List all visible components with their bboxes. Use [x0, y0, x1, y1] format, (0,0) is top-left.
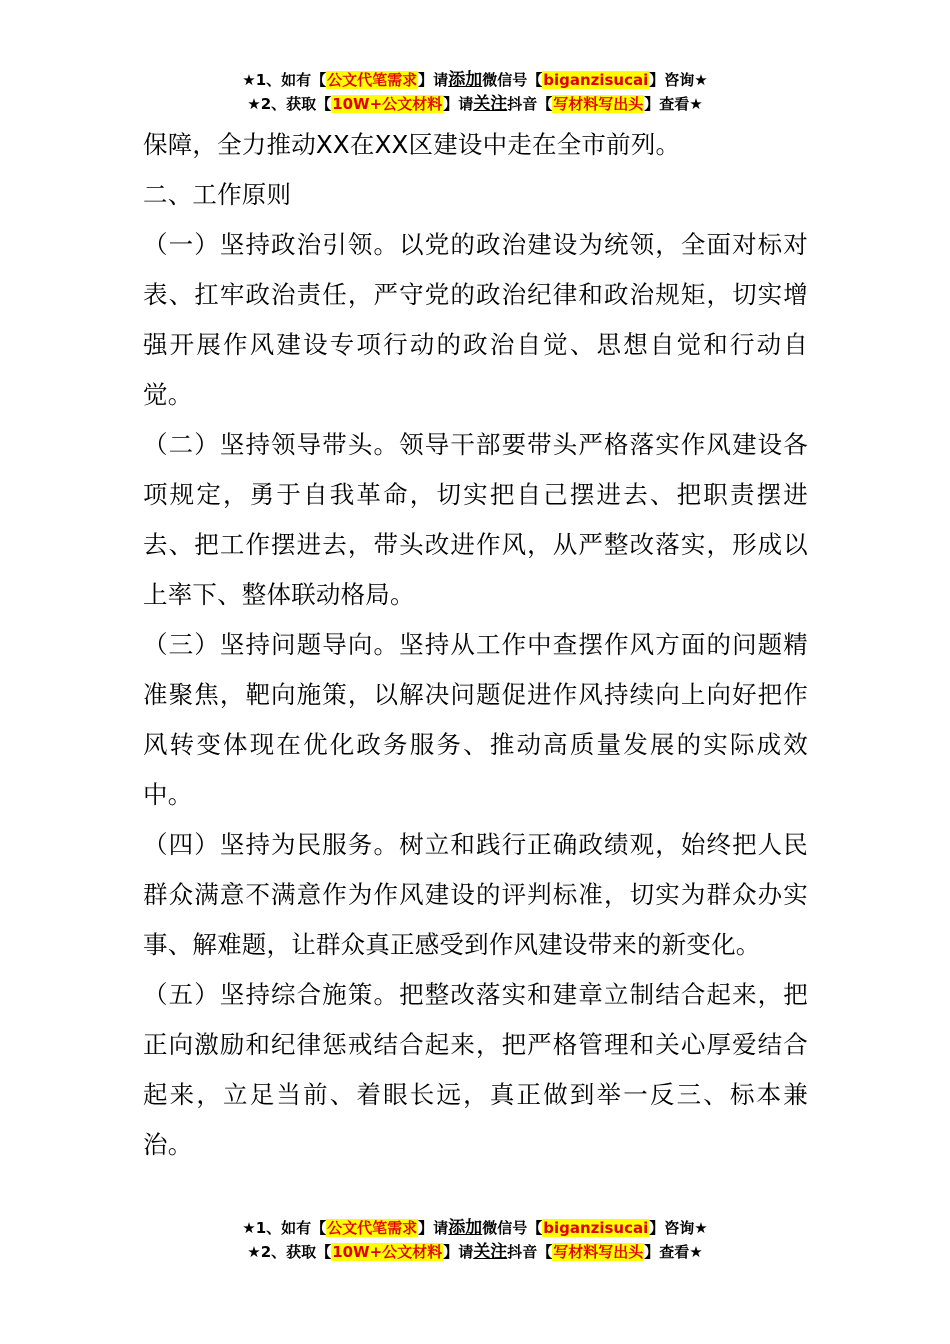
principle-paragraph-4: （四）坚持为民服务。树立和践行正确政绩观，始终把人民群众满意不满意作为作风建设的评判标准，切实为群众办实事、解难题，让群众真正感受到作风建设带来的新变化。	[143, 830, 808, 959]
header-ad-banner	[0, 68, 950, 116]
footer-ad-line-2	[0, 1240, 950, 1264]
section-heading: 二、工作原则	[143, 180, 292, 209]
ad-highlight-service: 公文代笔需求	[327, 71, 418, 89]
ad-highlight-wechat-id: biganzisucai	[543, 71, 649, 89]
ad-text: 】咨询★	[649, 71, 708, 89]
paragraph-continuation: 保障，全力推动XX在XX区建设中走在全市前列。	[143, 130, 681, 159]
ad-highlight-materials: 10W+公文材料	[332, 1243, 443, 1261]
ad-highlight-douyin-account: 写材料写出头	[553, 1243, 644, 1261]
ad-text: ★1、如有【	[242, 1219, 327, 1237]
principle-paragraph-5: （五）坚持综合施策。把整改落实和建章立制结合起来，把正向激励和纪律惩戒结合起来，把严格管理和关心厚爱结合起来，立足当前、着眼长远，真正做到举一反三、标本兼治。	[143, 980, 808, 1159]
principle-paragraph-2: （二）坚持领导带头。领导干部要带头严格落实作风建设各项规定，勇于自我革命，切实把自己摆进去、把职责摆进去、把工作摆进去，带头改进作风，从严整改落实，形成以上率下、整体联动格局。	[143, 430, 808, 609]
principle-paragraph-1: （一）坚持政治引领。以党的政治建设为统领，全面对标对表、扛牢政治责任，严守党的政治纪律和政治规矩，切实增强开展作风建设专项行动的政治自觉、思想自觉和行动自觉。	[143, 230, 808, 409]
ad-text: 微信号【	[482, 1219, 543, 1237]
ad-highlight-douyin-account: 写材料写出头	[553, 95, 644, 113]
ad-text: 抖音【	[507, 1243, 553, 1261]
ad-text: 】请	[443, 95, 474, 113]
ad-text: 】查看★	[644, 1243, 703, 1261]
footer-ad-banner	[0, 1216, 950, 1264]
ad-highlight-materials: 10W+公文材料	[332, 95, 443, 113]
principle-paragraph-3: （三）坚持问题导向。坚持从工作中查摆作风方面的问题精准聚焦，靶向施策，以解决问题促进作风持续向上向好把作风转变体现在优化政务服务、推动高质量发展的实际成效中。	[143, 630, 808, 809]
ad-highlight-wechat-id: biganzisucai	[543, 1219, 649, 1237]
ad-text: ★2、获取【	[247, 95, 332, 113]
header-ad-line-2	[0, 92, 950, 116]
header-ad-line-1	[0, 68, 950, 92]
ad-text: 】咨询★	[649, 1219, 708, 1237]
ad-text: ★1、如有【	[242, 71, 327, 89]
ad-text: 】请	[443, 1243, 474, 1261]
ad-underlined-word: 关注	[473, 94, 508, 114]
ad-text: 抖音【	[507, 95, 553, 113]
footer-ad-line-1	[0, 1216, 950, 1240]
ad-underlined-word: 添加	[448, 70, 483, 90]
ad-text: 微信号【	[482, 71, 543, 89]
ad-highlight-service: 公文代笔需求	[327, 1219, 418, 1237]
ad-underlined-word: 添加	[448, 1218, 483, 1238]
ad-text: 】请	[418, 71, 449, 89]
ad-text: 】查看★	[644, 95, 703, 113]
ad-underlined-word: 关注	[473, 1242, 508, 1262]
ad-text: 】请	[418, 1219, 449, 1237]
document-body	[143, 120, 808, 1170]
ad-text: ★2、获取【	[247, 1243, 332, 1261]
